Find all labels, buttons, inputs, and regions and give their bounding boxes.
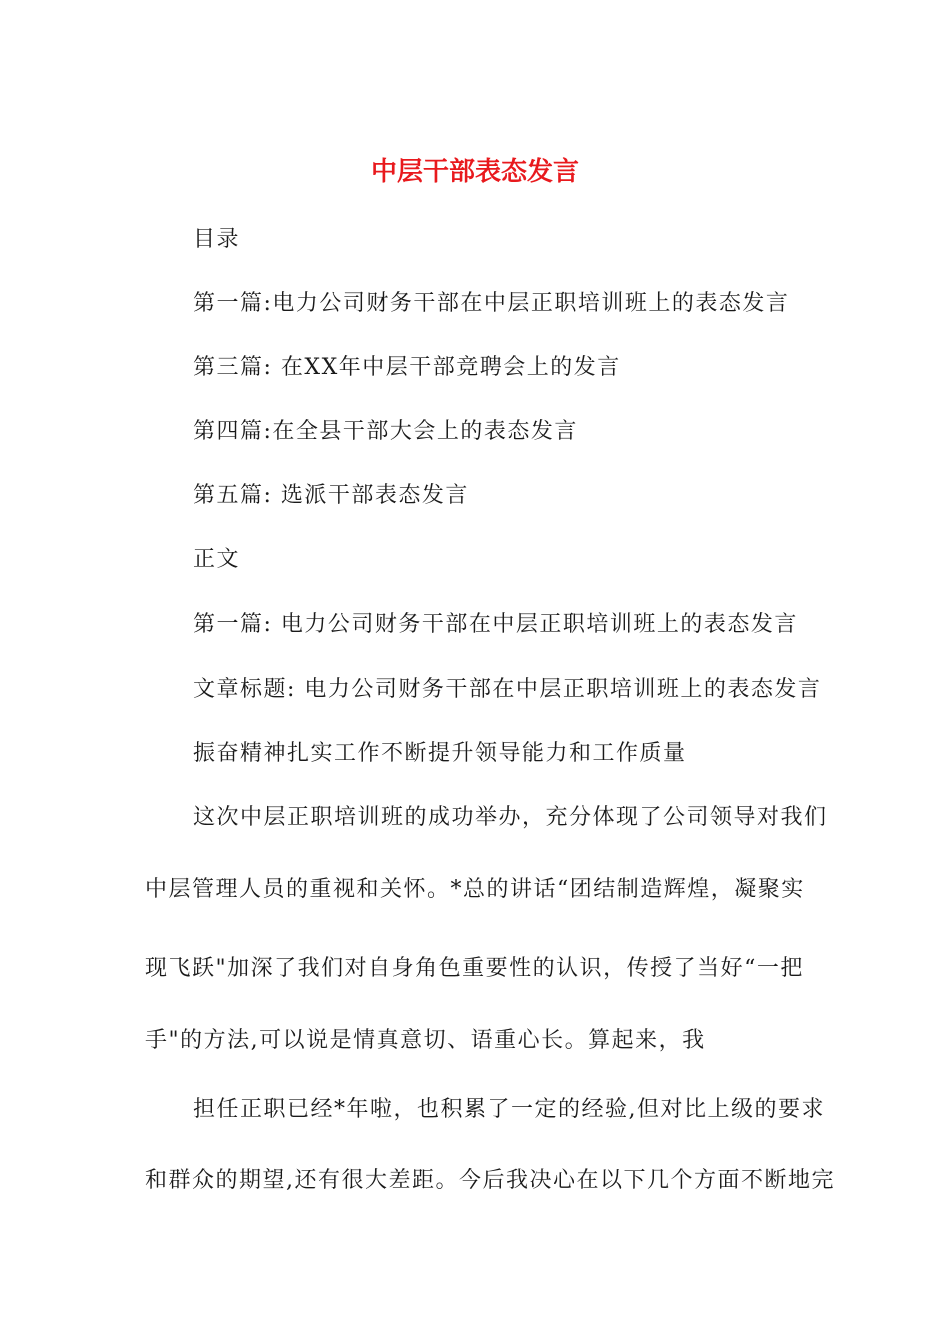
toc-item: 第三篇: 在XX年中层干部竞聘会上的发言 (193, 355, 621, 380)
document-title: 中层干部表态发言 (370, 157, 579, 187)
paragraph-line: 这次中层正职培训班的成功举办，充分体现了公司领导对我们 (193, 805, 828, 830)
toc-item: 第一篇:电力公司财务干部在中层正职培训班上的表态发言 (193, 291, 790, 316)
body-heading: 正文 (193, 547, 241, 572)
toc-item: 第五篇: 选派干部表态发言 (193, 483, 469, 508)
paragraph-line: 现飞跃"加深了我们对自身角色重要性的认识，传授了当好“一把 (145, 956, 804, 981)
paragraph-line: 中层管理人员的重视和关怀。*总的讲话“团结制造辉煌，凝聚实 (145, 877, 805, 902)
paragraph-line: 手"的方法,可以说是情真意切、语重心长。算起来，我 (145, 1028, 706, 1053)
paragraph-line: 担任正职已经*年啦，也积累了一定的经验,但对比上级的要求 (193, 1097, 825, 1122)
toc-heading: 目录 (193, 227, 241, 252)
toc-item: 第四篇:在全县干部大会上的表态发言 (193, 419, 578, 444)
article-header: 第一篇: 电力公司财务干部在中层正职培训班上的表态发言 (193, 612, 798, 637)
paragraph-line: 和群众的期望,还有很大差距。今后我决心在以下几个方面不断地完 (145, 1168, 835, 1193)
article-subtitle: 振奋精神扎实工作不断提升领导能力和工作质量 (193, 741, 687, 766)
article-title-line: 文章标题: 电力公司财务干部在中层正职培训班上的表态发言 (193, 677, 822, 702)
